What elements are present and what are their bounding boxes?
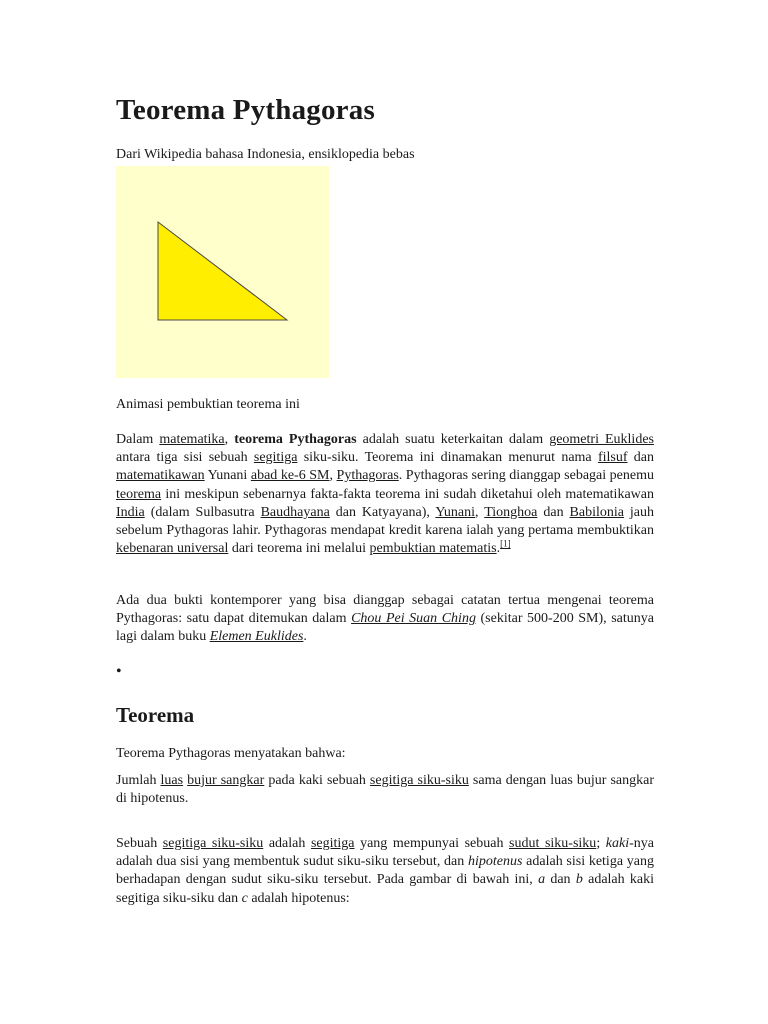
article-subtitle: Dari Wikipedia bahasa Indonesia, ensiklopedia bebas bbox=[116, 147, 415, 162]
italic-term: hipotenus bbox=[467, 854, 523, 870]
link-pythagoras[interactable]: Pythagoras bbox=[336, 468, 399, 484]
text: . bbox=[496, 541, 501, 557]
text: sama dengan luas bujur sangkar di hipotenus. bbox=[116, 773, 654, 807]
link-elemen-euklides[interactable] bbox=[210, 629, 304, 644]
link-segitiga[interactable]: segitiga bbox=[310, 836, 355, 851]
text: Dalam bbox=[116, 432, 160, 447]
link-tionghoa[interactable]: Tionghoa bbox=[484, 504, 538, 520]
text: , bbox=[224, 432, 235, 447]
link-segitiga-siku-siku[interactable]: segitiga siku-siku bbox=[369, 773, 469, 788]
link-chou-pei-suan-ching[interactable] bbox=[351, 611, 476, 626]
text: . Pythagoras sering dianggap sebagai penemu bbox=[398, 468, 655, 484]
text: yang mempunyai sebuah bbox=[354, 836, 510, 851]
text: adalah kaki segitiga siku-siku dan bbox=[116, 872, 655, 906]
link-matematikawan[interactable]: matematikawan bbox=[116, 468, 205, 484]
link-sudut-siku-siku[interactable]: sudut siku-siku bbox=[509, 836, 597, 851]
link-baudhayana[interactable]: Baudhayana bbox=[260, 504, 330, 520]
italic-variable: a bbox=[538, 872, 546, 888]
link-teorema[interactable]: teorema bbox=[116, 486, 162, 502]
link-matematika[interactable]: matematika bbox=[159, 432, 225, 447]
text: dan bbox=[627, 450, 654, 466]
text: jauh sebelum Pythagoras lahir. Pythagoras mendapat kredit karena ialah yang pertama membuktikan bbox=[116, 504, 655, 539]
text: pada kaki sebuah bbox=[264, 773, 370, 788]
link-segitiga-siku-siku[interactable]: segitiga siku-siku bbox=[162, 836, 264, 851]
bullet-point: • bbox=[116, 663, 122, 680]
text: Jumlah bbox=[116, 773, 161, 788]
animation-figure bbox=[116, 166, 329, 378]
link-kebenaran-universal[interactable]: kebenaran universal bbox=[116, 541, 229, 557]
text: adalah suatu keterkaitan dalam bbox=[356, 432, 550, 447]
theorem-statement-intro: Teorema Pythagoras menyatakan bahwa: bbox=[116, 746, 346, 761]
link-luas[interactable]: luas bbox=[160, 773, 184, 788]
text: dan Katyayana), bbox=[329, 504, 436, 520]
triangle-illustration bbox=[116, 166, 329, 378]
italic-variable: b bbox=[575, 872, 583, 888]
section-heading: Teorema bbox=[116, 703, 195, 727]
text: adalah bbox=[263, 836, 311, 851]
text: . bbox=[303, 629, 307, 645]
reference-link[interactable]: [1] bbox=[500, 538, 511, 549]
text: Sebuah bbox=[116, 836, 163, 851]
right-triangle-shape bbox=[158, 222, 287, 320]
link-text: Chou Pei Suan Ching bbox=[351, 611, 476, 627]
text: (dalam Sulbasutra bbox=[144, 504, 261, 520]
link-abad-ke-6-sm[interactable]: abad ke-6 SM bbox=[250, 468, 330, 484]
italic-variable: c bbox=[241, 890, 248, 906]
text: dari teorema ini melalui bbox=[228, 541, 370, 557]
text: Ada dua bukti kontemporer yang bisa dianggap sebagai catatan tertua mengenai teorema Pythagoras: satu dapat ditemukan dalam bbox=[116, 593, 654, 627]
link-bujur-sangkar[interactable]: bujur sangkar bbox=[187, 773, 265, 788]
text: siku-siku. Teorema ini dinamakan menurut nama bbox=[297, 450, 598, 466]
link-filsuf[interactable]: filsuf bbox=[597, 450, 628, 466]
text: dan bbox=[545, 872, 576, 888]
link-india[interactable]: India bbox=[116, 504, 145, 520]
text: adalah sisi ketiga yang berhadapan dengan sudut siku-siku tersebut. Pada gambar di bawah ini, bbox=[116, 854, 654, 888]
link-text: Elemen Euklides bbox=[209, 629, 304, 645]
theorem-statement bbox=[116, 772, 654, 808]
text: , bbox=[329, 468, 337, 484]
italic-term: kaki bbox=[605, 836, 630, 851]
text: Yunani bbox=[204, 468, 251, 484]
link-pembuktian-matematis[interactable]: pembuktian matematis bbox=[369, 541, 497, 557]
page-title: Teorema Pythagoras bbox=[116, 94, 375, 126]
figure-caption: Animasi pembuktian teorema ini bbox=[116, 397, 300, 412]
text: ini meskipun sebenarnya fakta-fakta teorema ini sudah diketahui oleh matematikawan bbox=[161, 486, 654, 502]
text: , bbox=[475, 504, 485, 520]
intro-paragraph bbox=[116, 431, 654, 558]
link-babilonia[interactable]: Babilonia bbox=[569, 504, 624, 520]
text: antara tiga sisi sebuah bbox=[116, 450, 254, 466]
text: -nya adalah dua sisi yang membentuk sudut siku-siku tersebut, dan bbox=[116, 836, 655, 870]
link-segitiga[interactable]: segitiga bbox=[253, 450, 298, 466]
link-geometri-euklides[interactable]: geometri Euklides bbox=[549, 432, 654, 447]
text: dan bbox=[537, 504, 570, 520]
text: adalah hipotenus: bbox=[247, 890, 350, 906]
text: (sekitar 500-200 SM), satunya lagi dalam buku bbox=[116, 611, 654, 645]
link-yunani[interactable]: Yunani bbox=[435, 504, 476, 520]
text: ; bbox=[596, 836, 606, 851]
bold-term: teorema Pythagoras bbox=[234, 432, 357, 447]
definition-paragraph bbox=[116, 835, 654, 908]
evidence-paragraph bbox=[116, 592, 654, 647]
